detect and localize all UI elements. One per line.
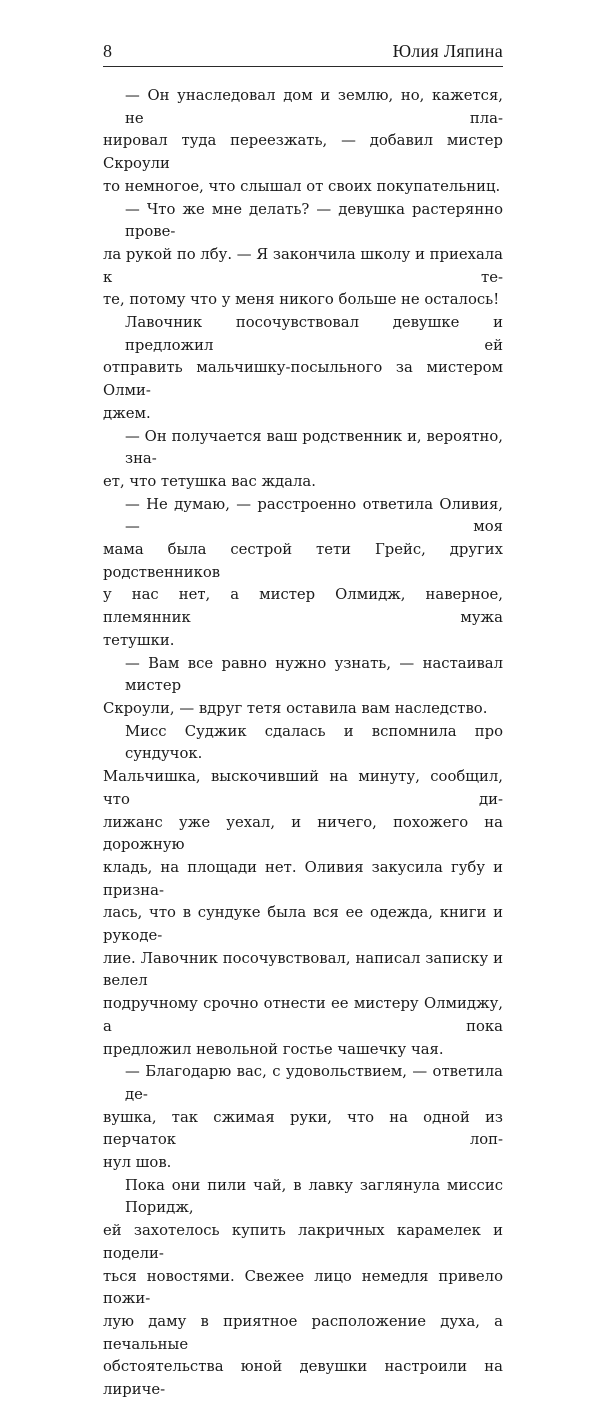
text-line: — Вам все равно нужно узнать, — настаивал мистер [125,654,503,695]
text-line: ет, что тетушка вас ждала. [103,472,316,490]
text-line: подручному срочно отнести ее мистеру Олмиджу, а пока [103,995,503,1035]
paragraph [103,653,503,721]
text-line: то немногое, что слышал от своих покупательниц. [103,177,501,195]
text-line: Мисс Суджик сдалась и вспомнила про сундучок. [125,722,503,763]
paragraph [103,199,503,313]
text-line: — Благодарю вас, с удовольствием, — ответила де- [125,1063,503,1103]
text-line: кладь, на площади нет. Оливия закусила губу и призна- [103,858,503,899]
paragraph [103,494,503,653]
paragraph [103,85,503,199]
text-line: лижанс уже уехал, и ничего, похожего на дорожную [103,813,503,854]
text-line: тетушки. [103,631,175,649]
paragraph [103,312,503,426]
text-line: Мальчишка, выскочивший на минуту, сообщил, что ди- [103,768,503,808]
text-line: Скроули, — вдруг тетя оставила вам наследство. [103,699,488,717]
running-header-author: Юлия Ляпина [392,41,503,61]
text-line: предложил невольной гостье чашечку чая. [103,1040,444,1058]
paragraph [103,426,503,494]
text-line: у нас нет, а мистер Олмидж, наверное, племянник мужа [103,586,503,627]
paragraph [103,1175,503,1402]
header-rule [103,66,503,67]
text-line: нул шов. [103,1154,172,1172]
text-line: — Не думаю, — расстроенно ответила Оливия, — моя [125,495,503,536]
paragraph [103,721,503,1062]
text-line: нировал туда переезжать, — добавил мистер Скроули [103,132,503,173]
text-line: те, потому что у меня никого больше не осталось! [103,291,500,309]
text-line: — Он получается ваш родственник и, вероятно, зна- [125,427,503,468]
text-line: лие. Лавочник посочувствовал, написал записку и велел [103,949,503,990]
text-line: — Что же мне делать? — девушка растерянно прове- [125,200,503,241]
text-line: отправить мальчишку-посыльного за мистером Олми- [103,359,503,400]
text-line: лась, что в сундуке была вся ее одежда, книги и рукоде- [103,904,503,945]
text-line: ла рукой по лбу. — Я закончила школу и приехала к те- [103,245,503,286]
page-number: 8 [103,41,112,61]
body-text [103,85,503,1402]
text-line: вушка, так сжимая руки, что на одной из перчаток лоп- [103,1108,503,1149]
text-line: Лавочник посочувствовал девушке и предложил ей [125,314,503,354]
text-line: мама была сестрой тети Грейс, других родственников [103,541,503,581]
running-header [103,38,503,64]
text-line: ться новостями. Свежее лицо немедля привело пожи- [103,1267,503,1308]
paragraph [103,1061,503,1175]
text-line: ей захотелось купить лакричных карамелек и подели- [103,1222,503,1262]
text-line: джем. [103,404,151,422]
text-line: обстоятельства юной девушки настроили на лириче- [103,1358,503,1399]
text-line: Пока они пили чай, в лавку заглянула миссис Поридж, [125,1176,503,1217]
text-line: лую даму в приятное расположение духа, а печальные [103,1312,503,1353]
text-line: — Он унаследовал дом и землю, но, кажется, не пла- [125,87,503,127]
